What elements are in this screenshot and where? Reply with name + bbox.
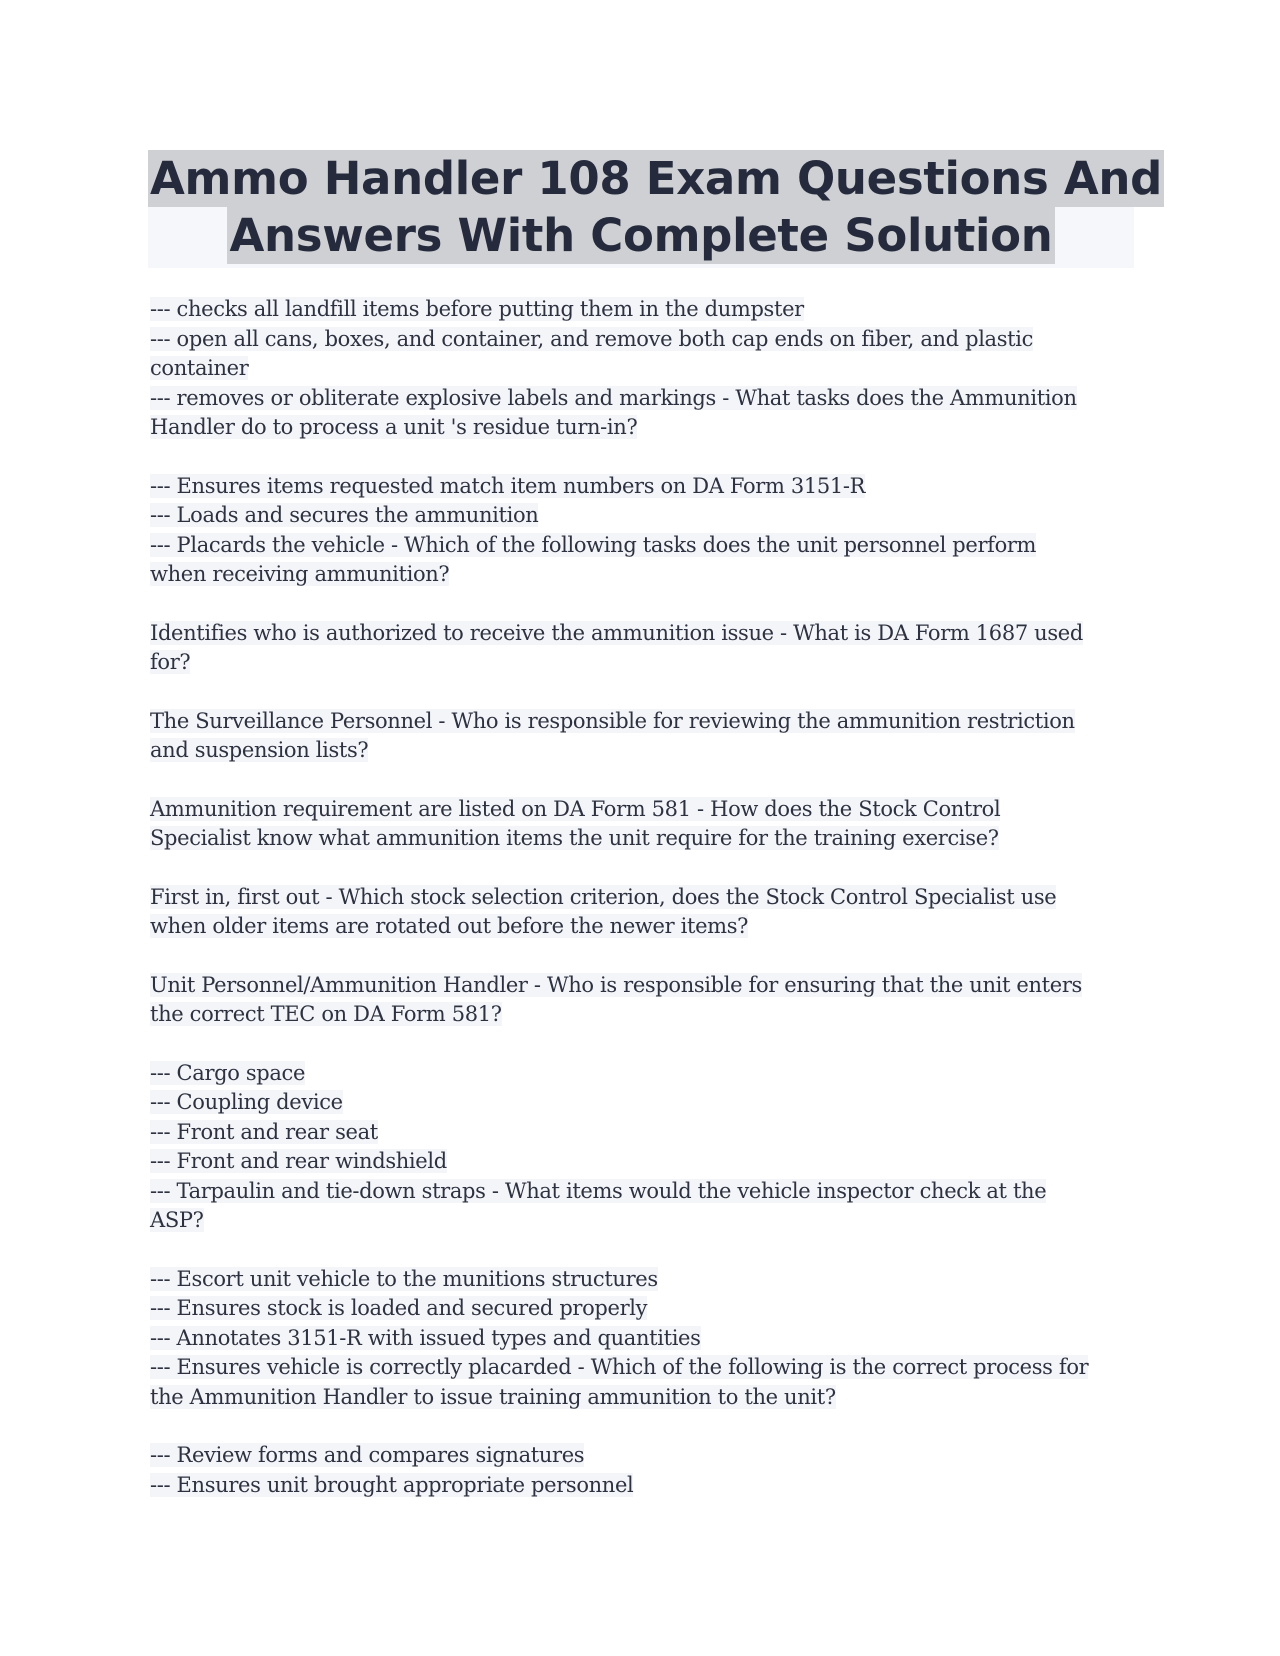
text-line: --- Annotates 3151-R with issued types and quantities — [150, 1325, 701, 1350]
qa-item — [150, 1059, 1130, 1236]
text-line: --- removes or obliterate explosive labels and markings - What tasks does the Ammunition — [150, 385, 1077, 410]
qa-item — [150, 971, 1130, 1030]
qa-item — [150, 295, 1130, 443]
text-line: --- Loads and secures the ammunition — [150, 503, 539, 527]
text-line: --- Ensures vehicle is correctly placarded - Which of the following is the correct process for — [150, 1355, 1089, 1379]
text-line: --- open all cans, boxes, and container, and remove both cap ends on fiber, and plastic — [150, 326, 1034, 351]
text-line: container — [150, 356, 249, 380]
title-block — [148, 150, 1163, 268]
qa-item — [150, 707, 1130, 766]
text-line: --- Coupling device — [150, 1090, 343, 1114]
text-line: First in, first out - Which stock selection criterion, does the Stock Control Specialist use — [150, 884, 1057, 909]
document-body — [150, 295, 1130, 1529]
qa-item — [150, 619, 1130, 678]
text-line: and suspension lists? — [150, 738, 369, 762]
text-line: Ammunition requirement are listed on DA Form 581 - How does the Stock Control — [150, 796, 1001, 821]
text-line: --- Cargo space — [150, 1060, 306, 1085]
text-line: when receiving ammunition? — [150, 562, 450, 586]
qa-item — [150, 1441, 1130, 1500]
text-line: Identifies who is authorized to receive the ammunition issue - What is DA Form 1687 used — [150, 620, 1083, 645]
text-line: --- Placards the vehicle - Which of the following tasks does the unit personnel perform — [150, 532, 1037, 557]
text-line: --- checks all landfill items before putting them in the dumpster — [150, 297, 804, 321]
qa-item — [150, 883, 1130, 942]
page-title-line-1: Ammo Handler 108 Exam Questions And — [150, 152, 1163, 205]
text-line: Handler do to process a unit 's residue turn-in? — [150, 415, 638, 439]
page-title-line-2: Answers With Complete Solution — [229, 209, 1053, 262]
text-line: --- Review forms and compares signatures — [150, 1443, 585, 1467]
text-line: the Ammunition Handler to issue training ammunition to the unit? — [150, 1384, 836, 1409]
text-line: --- Front and rear windshield — [150, 1149, 447, 1173]
qa-item — [150, 1265, 1130, 1413]
text-line: --- Ensures items requested match item numbers on DA Form 3151-R — [150, 473, 866, 498]
qa-item — [150, 472, 1130, 590]
text-line: Specialist know what ammunition items the unit require for the training exercise? — [150, 826, 999, 850]
text-line: for? — [150, 650, 191, 674]
text-line: --- Ensures stock is loaded and secured properly — [150, 1296, 648, 1320]
text-line: the correct TEC on DA Form 581? — [150, 1002, 502, 1026]
text-line: --- Ensures unit brought appropriate personnel — [150, 1472, 634, 1497]
text-line: --- Front and rear seat — [150, 1119, 378, 1144]
text-line: The Surveillance Personnel - Who is responsible for reviewing the ammunition restriction — [150, 708, 1075, 733]
text-line: Unit Personnel/Ammunition Handler - Who is responsible for ensuring that the unit enters — [150, 972, 1082, 997]
text-line: --- Tarpaulin and tie-down straps - What items would the vehicle inspector check at the — [150, 1178, 1047, 1203]
text-line: ASP? — [150, 1208, 204, 1232]
text-line: --- Escort unit vehicle to the munitions structures — [150, 1266, 658, 1291]
qa-item — [150, 795, 1130, 854]
text-line: when older items are rotated out before the newer items? — [150, 914, 749, 938]
